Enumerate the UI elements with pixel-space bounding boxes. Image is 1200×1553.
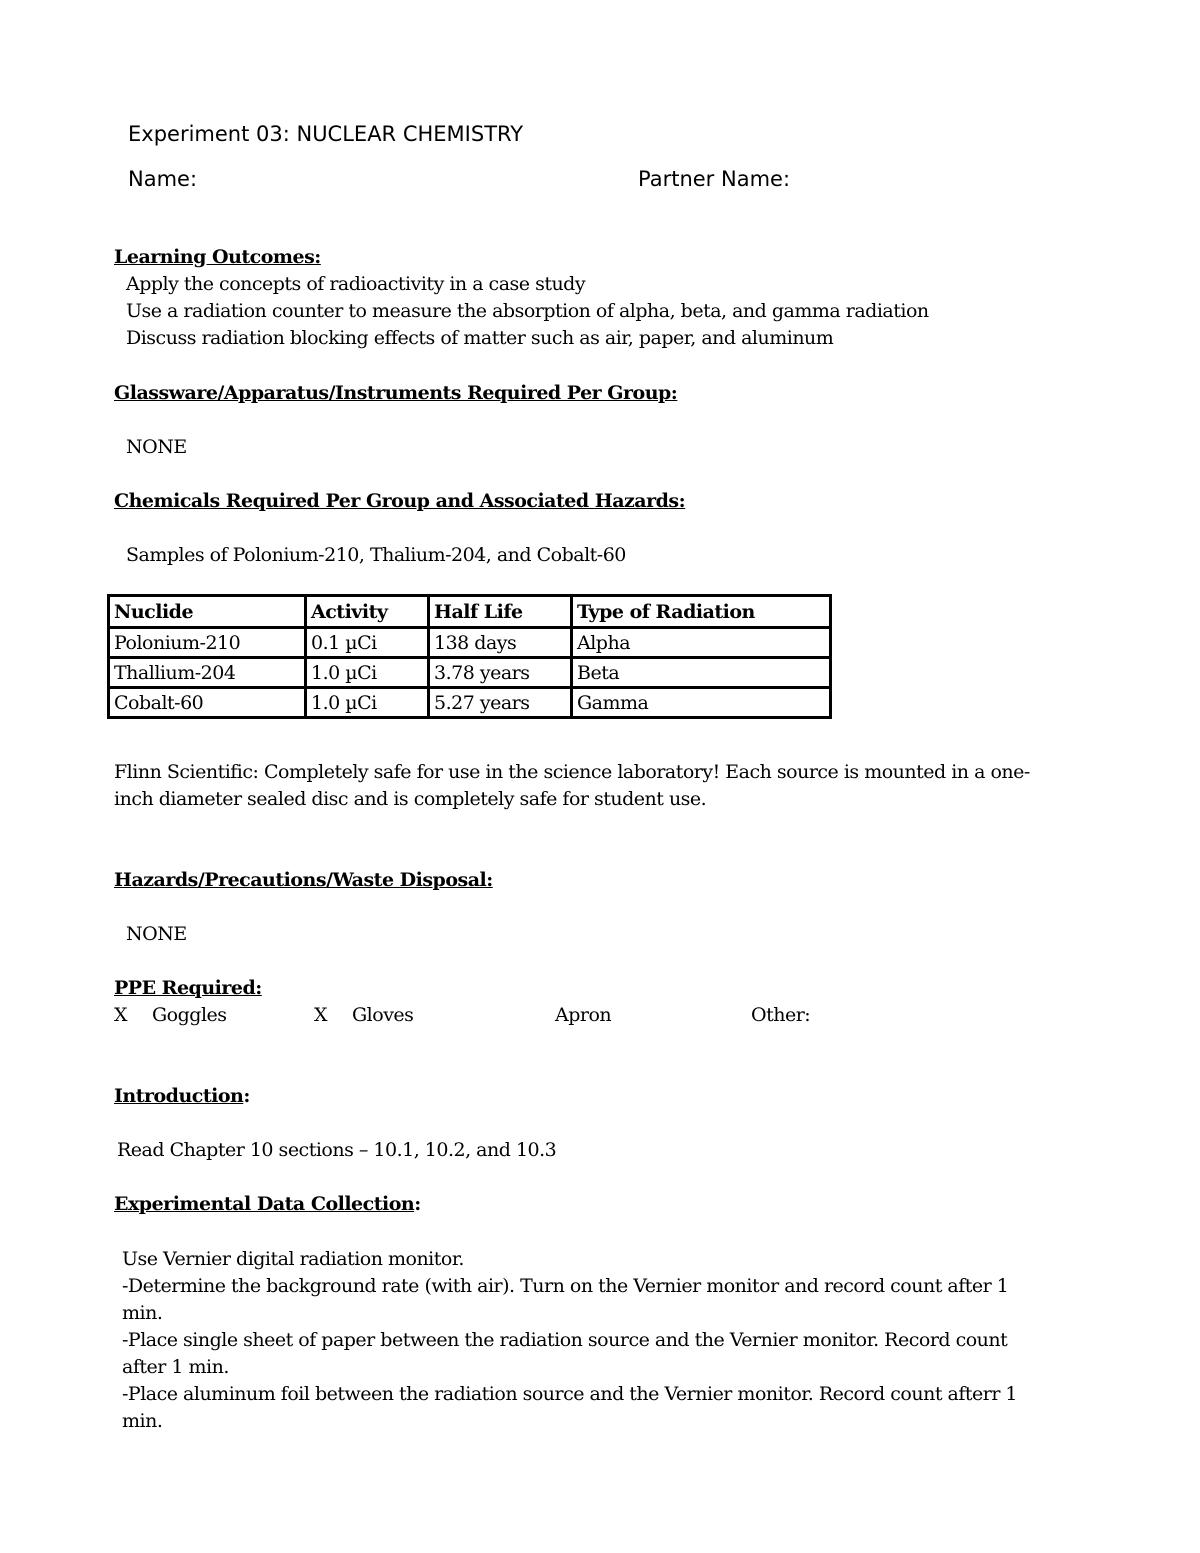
table-cell: Gamma (572, 688, 831, 718)
ppe-goggles: Goggles (152, 1004, 227, 1026)
table-cell: Beta (572, 658, 831, 688)
data-collection-heading (114, 1193, 421, 1215)
introduction-text: Read Chapter 10 sections – 10.1, 10.2, and 10.3 (117, 1139, 557, 1161)
data-collection-line: -Place single sheet of paper between the radiation source and the Vernier monitor. Record count (122, 1329, 1008, 1351)
data-collection-line: -Place aluminum foil between the radiation source and the Vernier monitor. Record count afterr 1 (122, 1383, 1018, 1405)
table-header-cell: Type of Radiation (572, 596, 831, 628)
data-collection-line: Use Vernier digital radiation monitor. (122, 1248, 464, 1270)
flinn-note-line: inch diameter sealed disc and is completely safe for student use. (114, 788, 707, 810)
table-cell: 3.78 years (429, 658, 572, 688)
glassware-heading: Glassware/Apparatus/Instruments Required Per Group: (114, 382, 678, 404)
table-cell: Polonium-210 (109, 628, 306, 658)
goggles-check-mark: X (114, 1004, 128, 1026)
hazards-value: NONE (126, 923, 187, 945)
table-row (109, 658, 831, 688)
data-collection-line: after 1 min. (122, 1356, 229, 1378)
introduction-heading-text: Introduction (114, 1085, 244, 1107)
data-collection-heading-colon: : (414, 1193, 421, 1215)
chemicals-samples: Samples of Polonium-210, Thalium-204, and Cobalt-60 (126, 544, 626, 566)
ppe-heading: PPE Required: (114, 977, 262, 999)
glassware-value: NONE (126, 436, 187, 458)
gloves-check-mark: X (314, 1004, 328, 1026)
data-collection-line: min. (122, 1410, 163, 1432)
table-row (109, 628, 831, 658)
nuclide-table (107, 594, 832, 719)
chemicals-heading: Chemicals Required Per Group and Associated Hazards: (114, 490, 686, 512)
ppe-other: Other: (751, 1004, 811, 1026)
learning-outcome-item: Apply the concepts of radioactivity in a case study (126, 273, 586, 295)
table-cell: 5.27 years (429, 688, 572, 718)
table-row (109, 688, 831, 718)
ppe-apron: Apron (555, 1004, 612, 1026)
data-collection-line: -Determine the background rate (with air). Turn on the Vernier monitor and record count after 1 (122, 1275, 1009, 1297)
table-header-cell: Nuclide (109, 596, 306, 628)
data-collection-heading-text: Experimental Data Collection (114, 1193, 415, 1215)
table-cell: Alpha (572, 628, 831, 658)
table-cell: 0.1 µCi (306, 628, 429, 658)
table-header-cell: Half Life (429, 596, 572, 628)
table-cell: 1.0 µCi (306, 688, 429, 718)
flinn-note-line: Flinn Scientific: Completely safe for use in the science laboratory! Each source is mounted in a one- (114, 761, 1030, 783)
table-cell: Thallium-204 (109, 658, 306, 688)
data-collection-line: min. (122, 1302, 163, 1324)
table-cell: Cobalt-60 (109, 688, 306, 718)
hazards-heading: Hazards/Precautions/Waste Disposal: (114, 869, 493, 891)
page-title: Experiment 03: NUCLEAR CHEMISTRY (128, 122, 524, 146)
table-cell: 1.0 µCi (306, 658, 429, 688)
table-header-row (109, 596, 831, 628)
table-header-cell: Activity (306, 596, 429, 628)
table-cell: 138 days (429, 628, 572, 658)
learning-outcomes-heading: Learning Outcomes: (114, 246, 321, 268)
name-label: Name: (128, 167, 198, 191)
learning-outcome-item: Use a radiation counter to measure the absorption of alpha, beta, and gamma radiation (126, 300, 929, 322)
learning-outcome-item: Discuss radiation blocking effects of matter such as air, paper, and aluminum (126, 327, 834, 349)
introduction-heading-colon: : (243, 1085, 250, 1107)
introduction-heading (114, 1085, 250, 1107)
ppe-gloves: Gloves (352, 1004, 414, 1026)
partner-name-label: Partner Name: (638, 167, 791, 191)
